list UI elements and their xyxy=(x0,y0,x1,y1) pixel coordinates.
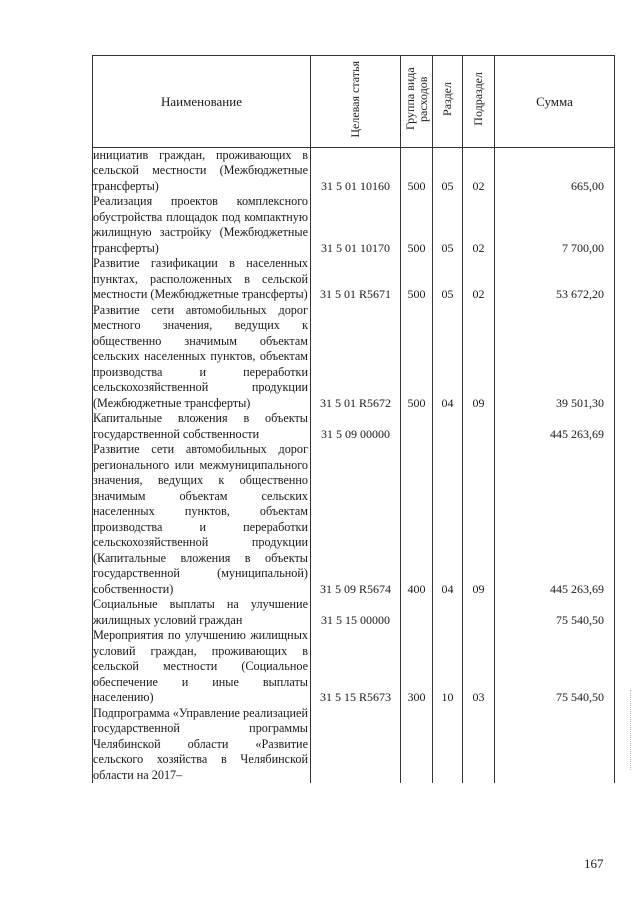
row-name: Развитие сети автомобильных дорог местного значения, ведущих к общественно значимым объектам сельских населенных пунктов, объектам производства и переработки сельскохозяйственной продукции (Межбюджетные трансферты) xyxy=(93,303,311,412)
row-section: 04 xyxy=(433,303,463,412)
row-sum: 75 540,50 xyxy=(495,628,615,706)
row-name: Развитие газификации в населенных пунктах, расположенных в сельской местности (Межбюджетные трансферты) xyxy=(93,256,311,303)
row-target xyxy=(311,706,401,784)
row-target: 31 5 01 10160 xyxy=(311,147,401,194)
row-sum: 75 540,50 xyxy=(495,597,615,628)
row-section xyxy=(433,597,463,628)
row-group: 500 xyxy=(401,147,433,194)
row-target: 31 5 01 R5672 xyxy=(311,303,401,412)
row-target: 31 5 09 00000 xyxy=(311,411,401,442)
header-group-cell xyxy=(401,56,433,148)
header-section-cell xyxy=(433,56,463,148)
table-row xyxy=(93,597,615,628)
row-group: 500 xyxy=(401,194,433,256)
row-target: 31 5 15 R5673 xyxy=(311,628,401,706)
row-sum: 7 700,00 xyxy=(495,194,615,256)
table-row xyxy=(93,147,615,194)
header-name: Наименование xyxy=(93,56,311,148)
row-target: 31 5 15 00000 xyxy=(311,597,401,628)
row-group: 500 xyxy=(401,256,433,303)
table-header-row xyxy=(93,56,615,148)
row-section: 10 xyxy=(433,628,463,706)
row-group: 500 xyxy=(401,303,433,412)
row-name: Капитальные вложения в объекты государственной собственности xyxy=(93,411,311,442)
header-group: Группа вида расходов xyxy=(402,67,430,131)
row-name: Развитие сети автомобильных дорог регионального или межмуниципального значения, ведущих к общественно значимым объектам сельских населенных пунктов, объектам производства и переработки сельскохозяйственной продукции (Капитальные вложения в объекты государственной (муниципальной) собственности) xyxy=(93,442,311,597)
row-subsection: 03 xyxy=(463,628,495,706)
row-section xyxy=(433,411,463,442)
row-name: Подпрограмма «Управление реализацией государственной программы Челябинской области «Развитие сельского хозяйства в Челябинской области на 2017– xyxy=(93,706,311,784)
header-section: Раздел xyxy=(440,82,454,116)
row-subsection: 02 xyxy=(463,256,495,303)
row-sum: 53 672,20 xyxy=(495,256,615,303)
row-sum xyxy=(495,706,615,784)
row-sum: 445 263,69 xyxy=(495,411,615,442)
row-section xyxy=(433,706,463,784)
table-row xyxy=(93,256,615,303)
row-name: Мероприятия по улучшению жилищных условий граждан, проживающих в сельской местности (Социальное обеспечение и иные выплаты населению) xyxy=(93,628,311,706)
row-section: 05 xyxy=(433,256,463,303)
row-subsection: 09 xyxy=(463,442,495,597)
row-target: 31 5 09 R5674 xyxy=(311,442,401,597)
budget-table xyxy=(92,55,615,783)
row-group xyxy=(401,706,433,784)
row-group: 400 xyxy=(401,442,433,597)
table-row xyxy=(93,628,615,706)
row-section: 05 xyxy=(433,194,463,256)
table-row xyxy=(93,442,615,597)
header-target: Целевая статья xyxy=(348,60,362,138)
row-target: 31 5 01 10170 xyxy=(311,194,401,256)
table-row xyxy=(93,411,615,442)
row-group: 300 xyxy=(401,628,433,706)
header-subsection: Подраздел xyxy=(471,72,485,126)
row-target: 31 5 01 R5671 xyxy=(311,256,401,303)
row-subsection xyxy=(463,706,495,784)
header-target-cell xyxy=(311,56,401,148)
page-number: 167 xyxy=(584,856,604,871)
row-group xyxy=(401,597,433,628)
row-name: Реализация проектов комплексного обустройства площадок под компактную жилищную застройку (Межбюджетные трансферты) xyxy=(93,194,311,256)
row-name: Социальные выплаты на улучшение жилищных условий граждан xyxy=(93,597,311,628)
row-subsection: 02 xyxy=(463,194,495,256)
row-section: 04 xyxy=(433,442,463,597)
row-group xyxy=(401,411,433,442)
row-section: 05 xyxy=(433,147,463,194)
row-name: инициатив граждан, проживающих в сельской местности (Межбюджетные трансферты) xyxy=(93,147,311,194)
row-subsection xyxy=(463,411,495,442)
scan-edge-mark xyxy=(630,690,632,770)
row-subsection: 09 xyxy=(463,303,495,412)
row-sum: 445 263,69 xyxy=(495,442,615,597)
header-sum: Сумма xyxy=(495,56,615,148)
table-row xyxy=(93,194,615,256)
row-subsection xyxy=(463,597,495,628)
row-sum: 665,00 xyxy=(495,147,615,194)
table-row xyxy=(93,706,615,784)
header-subsection-cell xyxy=(463,56,495,148)
table-row xyxy=(93,303,615,412)
row-subsection: 02 xyxy=(463,147,495,194)
row-sum: 39 501,30 xyxy=(495,303,615,412)
